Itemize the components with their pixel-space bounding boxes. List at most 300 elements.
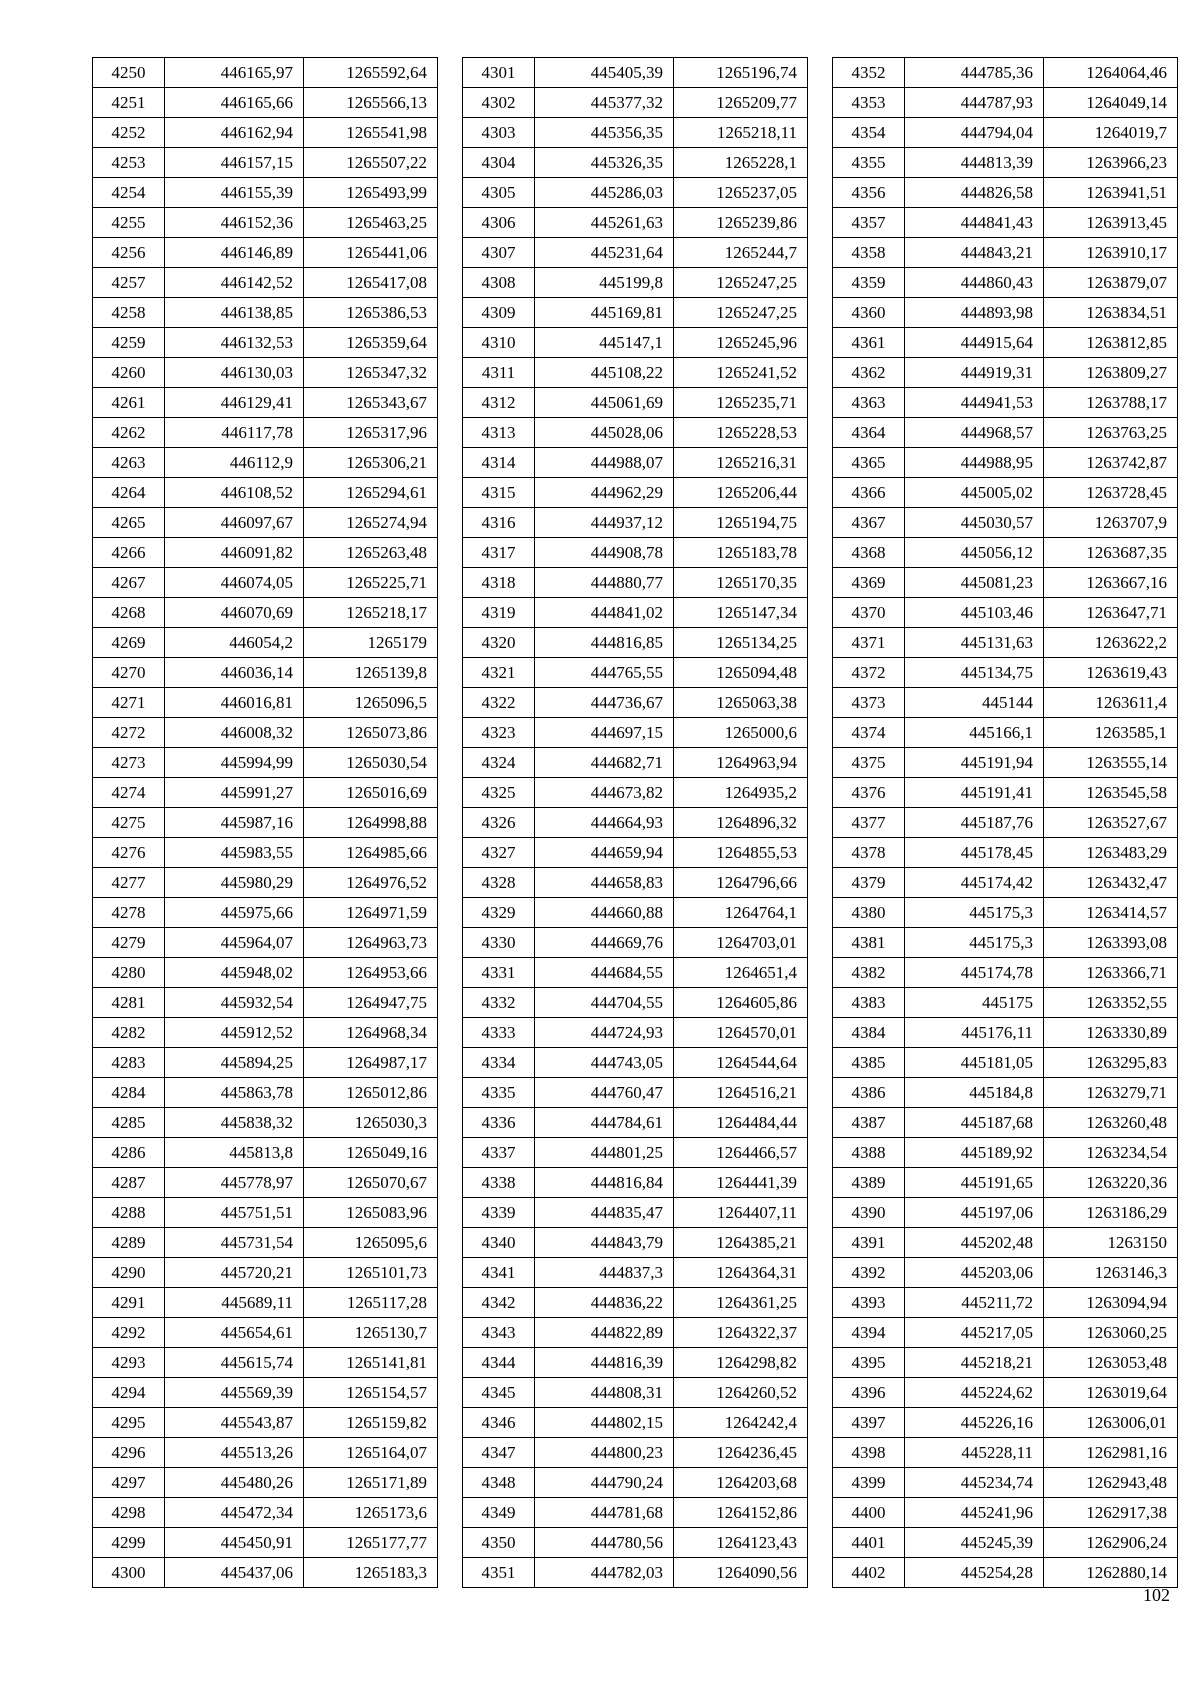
table-row [463, 418, 808, 448]
point-number-cell: 4313 [463, 418, 535, 448]
y-coordinate-cell: 1265507,22 [304, 148, 438, 178]
x-coordinate-cell: 445191,41 [905, 778, 1044, 808]
y-coordinate-cell: 1265096,5 [304, 688, 438, 718]
table-row [463, 238, 808, 268]
y-coordinate-cell: 1265206,44 [674, 478, 808, 508]
x-coordinate-cell: 444660,88 [535, 898, 674, 928]
point-number-cell: 4385 [833, 1048, 905, 1078]
y-coordinate-cell: 1265183,3 [304, 1558, 438, 1588]
x-coordinate-cell: 445863,78 [165, 1078, 304, 1108]
y-coordinate-cell: 1265094,48 [674, 658, 808, 688]
point-number-cell: 4318 [463, 568, 535, 598]
y-coordinate-cell: 1265194,75 [674, 508, 808, 538]
y-coordinate-cell: 1265134,25 [674, 628, 808, 658]
x-coordinate-cell: 445437,06 [165, 1558, 304, 1588]
point-number-cell: 4374 [833, 718, 905, 748]
point-number-cell: 4369 [833, 568, 905, 598]
point-number-cell: 4312 [463, 388, 535, 418]
x-coordinate-cell: 444988,95 [905, 448, 1044, 478]
x-coordinate-cell: 446112,9 [165, 448, 304, 478]
page-number: 102 [1143, 1585, 1170, 1605]
table-row [93, 298, 438, 328]
y-coordinate-cell: 1264298,82 [674, 1348, 808, 1378]
y-coordinate-cell: 1265049,16 [304, 1138, 438, 1168]
point-number-cell: 4347 [463, 1438, 535, 1468]
point-number-cell: 4256 [93, 238, 165, 268]
point-number-cell: 4310 [463, 328, 535, 358]
x-coordinate-cell: 445108,22 [535, 358, 674, 388]
y-coordinate-cell: 1264544,64 [674, 1048, 808, 1078]
y-coordinate-cell: 1263295,83 [1044, 1048, 1178, 1078]
x-coordinate-cell: 446152,36 [165, 208, 304, 238]
point-number-cell: 4389 [833, 1168, 905, 1198]
table-row [833, 1108, 1178, 1138]
x-coordinate-cell: 446117,78 [165, 418, 304, 448]
point-number-cell: 4335 [463, 1078, 535, 1108]
table-row [463, 898, 808, 928]
y-coordinate-cell: 1264203,68 [674, 1468, 808, 1498]
table-row [833, 508, 1178, 538]
x-coordinate-cell: 445224,62 [905, 1378, 1044, 1408]
point-number-cell: 4351 [463, 1558, 535, 1588]
point-number-cell: 4380 [833, 898, 905, 928]
x-coordinate-cell: 444673,82 [535, 778, 674, 808]
point-number-cell: 4261 [93, 388, 165, 418]
point-number-cell: 4375 [833, 748, 905, 778]
y-coordinate-cell: 1265247,25 [674, 298, 808, 328]
point-number-cell: 4376 [833, 778, 905, 808]
x-coordinate-cell: 445197,06 [905, 1198, 1044, 1228]
y-coordinate-cell: 1265179 [304, 628, 438, 658]
table-row [833, 448, 1178, 478]
point-number-cell: 4339 [463, 1198, 535, 1228]
y-coordinate-cell: 1264976,52 [304, 868, 438, 898]
x-coordinate-cell: 446016,81 [165, 688, 304, 718]
x-coordinate-cell: 444919,31 [905, 358, 1044, 388]
x-coordinate-cell: 445061,69 [535, 388, 674, 418]
y-coordinate-cell: 1263687,35 [1044, 538, 1178, 568]
y-coordinate-cell: 1264651,4 [674, 958, 808, 988]
x-coordinate-cell: 445894,25 [165, 1048, 304, 1078]
x-coordinate-cell: 445175,3 [905, 928, 1044, 958]
table-row [833, 778, 1178, 808]
table-row [93, 208, 438, 238]
table-row [93, 1558, 438, 1588]
x-coordinate-cell: 444684,55 [535, 958, 674, 988]
x-coordinate-cell: 445176,11 [905, 1018, 1044, 1048]
y-coordinate-cell: 1263279,71 [1044, 1078, 1178, 1108]
table-row [93, 748, 438, 778]
x-coordinate-cell: 445731,54 [165, 1228, 304, 1258]
x-coordinate-cell: 446070,69 [165, 598, 304, 628]
x-coordinate-cell: 444765,55 [535, 658, 674, 688]
table-row [833, 1348, 1178, 1378]
table-row [833, 238, 1178, 268]
x-coordinate-cell: 445147,1 [535, 328, 674, 358]
y-coordinate-cell: 1265228,53 [674, 418, 808, 448]
x-coordinate-cell: 445472,34 [165, 1498, 304, 1528]
point-number-cell: 4299 [93, 1528, 165, 1558]
table-row [93, 1438, 438, 1468]
y-coordinate-cell: 1265101,73 [304, 1258, 438, 1288]
x-coordinate-cell: 445261,63 [535, 208, 674, 238]
table-row [93, 58, 438, 88]
table-row [93, 688, 438, 718]
x-coordinate-cell: 446138,85 [165, 298, 304, 328]
x-coordinate-cell: 445217,05 [905, 1318, 1044, 1348]
y-coordinate-cell: 1265441,06 [304, 238, 438, 268]
table-row [93, 268, 438, 298]
x-coordinate-cell: 445081,23 [905, 568, 1044, 598]
point-number-cell: 4364 [833, 418, 905, 448]
y-coordinate-cell: 1265117,28 [304, 1288, 438, 1318]
x-coordinate-cell: 445615,74 [165, 1348, 304, 1378]
y-coordinate-cell: 1265177,77 [304, 1528, 438, 1558]
point-number-cell: 4333 [463, 1018, 535, 1048]
y-coordinate-cell: 1265317,96 [304, 418, 438, 448]
x-coordinate-cell: 444697,15 [535, 718, 674, 748]
point-number-cell: 4372 [833, 658, 905, 688]
y-coordinate-cell: 1265235,71 [674, 388, 808, 418]
table-row [463, 1108, 808, 1138]
x-coordinate-cell: 445975,66 [165, 898, 304, 928]
point-number-cell: 4291 [93, 1288, 165, 1318]
table-row [833, 928, 1178, 958]
x-coordinate-cell: 446091,82 [165, 538, 304, 568]
x-coordinate-cell: 445450,91 [165, 1528, 304, 1558]
point-number-cell: 4384 [833, 1018, 905, 1048]
table-row [833, 568, 1178, 598]
x-coordinate-cell: 445405,39 [535, 58, 674, 88]
y-coordinate-cell: 1263545,58 [1044, 778, 1178, 808]
x-coordinate-cell: 446132,53 [165, 328, 304, 358]
x-coordinate-cell: 446155,39 [165, 178, 304, 208]
x-coordinate-cell: 445134,75 [905, 658, 1044, 688]
y-coordinate-cell: 1265012,86 [304, 1078, 438, 1108]
x-coordinate-cell: 446108,52 [165, 478, 304, 508]
y-coordinate-cell: 1263788,17 [1044, 388, 1178, 418]
point-number-cell: 4325 [463, 778, 535, 808]
point-number-cell: 4356 [833, 178, 905, 208]
y-coordinate-cell: 1265196,74 [674, 58, 808, 88]
y-coordinate-cell: 1263611,4 [1044, 688, 1178, 718]
point-number-cell: 4257 [93, 268, 165, 298]
point-number-cell: 4315 [463, 478, 535, 508]
y-coordinate-cell: 1264570,01 [674, 1018, 808, 1048]
y-coordinate-cell: 1264968,34 [304, 1018, 438, 1048]
table-row [463, 1528, 808, 1558]
x-coordinate-cell: 444841,02 [535, 598, 674, 628]
y-coordinate-cell: 1265239,86 [674, 208, 808, 238]
point-number-cell: 4378 [833, 838, 905, 868]
table-row [833, 898, 1178, 928]
point-number-cell: 4349 [463, 1498, 535, 1528]
y-coordinate-cell: 1263879,07 [1044, 268, 1178, 298]
point-number-cell: 4381 [833, 928, 905, 958]
x-coordinate-cell: 445948,02 [165, 958, 304, 988]
x-coordinate-cell: 445231,64 [535, 238, 674, 268]
x-coordinate-cell: 444826,58 [905, 178, 1044, 208]
table-row [833, 1288, 1178, 1318]
point-number-cell: 4275 [93, 808, 165, 838]
y-coordinate-cell: 1263763,25 [1044, 418, 1178, 448]
x-coordinate-cell: 444659,94 [535, 838, 674, 868]
y-coordinate-cell: 1265173,6 [304, 1498, 438, 1528]
table-row [463, 58, 808, 88]
x-coordinate-cell: 445203,06 [905, 1258, 1044, 1288]
x-coordinate-cell: 444962,29 [535, 478, 674, 508]
y-coordinate-cell: 1263150 [1044, 1228, 1178, 1258]
y-coordinate-cell: 1263330,89 [1044, 1018, 1178, 1048]
x-coordinate-cell: 446074,05 [165, 568, 304, 598]
x-coordinate-cell: 444860,43 [905, 268, 1044, 298]
x-coordinate-cell: 444915,64 [905, 328, 1044, 358]
y-coordinate-cell: 1265237,05 [674, 178, 808, 208]
y-coordinate-cell: 1265386,53 [304, 298, 438, 328]
y-coordinate-cell: 1265000,6 [674, 718, 808, 748]
x-coordinate-cell: 444801,25 [535, 1138, 674, 1168]
y-coordinate-cell: 1263060,25 [1044, 1318, 1178, 1348]
x-coordinate-cell: 444941,53 [905, 388, 1044, 418]
y-coordinate-cell: 1264963,94 [674, 748, 808, 778]
x-coordinate-cell: 444794,04 [905, 118, 1044, 148]
x-coordinate-cell: 446097,67 [165, 508, 304, 538]
point-number-cell: 4263 [93, 448, 165, 478]
table-row [833, 118, 1178, 148]
point-number-cell: 4319 [463, 598, 535, 628]
y-coordinate-cell: 1265274,94 [304, 508, 438, 538]
y-coordinate-cell: 1262917,38 [1044, 1498, 1178, 1528]
point-number-cell: 4293 [93, 1348, 165, 1378]
point-number-cell: 4300 [93, 1558, 165, 1588]
table-row [93, 148, 438, 178]
table-row [833, 328, 1178, 358]
table-row [93, 598, 438, 628]
point-number-cell: 4324 [463, 748, 535, 778]
x-coordinate-cell: 444937,12 [535, 508, 674, 538]
table-row [463, 328, 808, 358]
y-coordinate-cell: 1264947,75 [304, 988, 438, 1018]
table-row [463, 268, 808, 298]
table-row [463, 1198, 808, 1228]
point-number-cell: 4338 [463, 1168, 535, 1198]
x-coordinate-cell: 445932,54 [165, 988, 304, 1018]
y-coordinate-cell: 1265063,38 [674, 688, 808, 718]
table-row [463, 88, 808, 118]
table-row [833, 1048, 1178, 1078]
y-coordinate-cell: 1263146,3 [1044, 1258, 1178, 1288]
point-number-cell: 4332 [463, 988, 535, 1018]
x-coordinate-cell: 445751,51 [165, 1198, 304, 1228]
y-coordinate-cell: 1265130,7 [304, 1318, 438, 1348]
x-coordinate-cell: 445187,76 [905, 808, 1044, 838]
y-coordinate-cell: 1264385,21 [674, 1228, 808, 1258]
point-number-cell: 4401 [833, 1528, 905, 1558]
table-row [93, 1048, 438, 1078]
table-row [93, 448, 438, 478]
table-row [463, 1558, 808, 1588]
point-number-cell: 4260 [93, 358, 165, 388]
x-coordinate-cell: 445226,16 [905, 1408, 1044, 1438]
y-coordinate-cell: 1265263,48 [304, 538, 438, 568]
x-coordinate-cell: 444800,23 [535, 1438, 674, 1468]
table-row [463, 538, 808, 568]
x-coordinate-cell: 445166,1 [905, 718, 1044, 748]
table-row [463, 448, 808, 478]
table-row [833, 1438, 1178, 1468]
table-row [833, 1558, 1178, 1588]
x-coordinate-cell: 445211,72 [905, 1288, 1044, 1318]
table-row [463, 118, 808, 148]
table-row [463, 928, 808, 958]
table-row [833, 1198, 1178, 1228]
x-coordinate-cell: 444893,98 [905, 298, 1044, 328]
table-row [93, 1108, 438, 1138]
x-coordinate-cell: 445480,26 [165, 1468, 304, 1498]
table-row [463, 1438, 808, 1468]
point-number-cell: 4301 [463, 58, 535, 88]
x-coordinate-cell: 446146,89 [165, 238, 304, 268]
table-row [833, 1408, 1178, 1438]
y-coordinate-cell: 1264953,66 [304, 958, 438, 988]
y-coordinate-cell: 1263186,29 [1044, 1198, 1178, 1228]
y-coordinate-cell: 1262880,14 [1044, 1558, 1178, 1588]
table-row [463, 1138, 808, 1168]
y-coordinate-cell: 1265218,17 [304, 598, 438, 628]
table-row [463, 598, 808, 628]
table-row [93, 1348, 438, 1378]
point-number-cell: 4396 [833, 1378, 905, 1408]
x-coordinate-cell: 445030,57 [905, 508, 1044, 538]
point-number-cell: 4253 [93, 148, 165, 178]
point-number-cell: 4295 [93, 1408, 165, 1438]
x-coordinate-cell: 445131,63 [905, 628, 1044, 658]
y-coordinate-cell: 1263527,67 [1044, 808, 1178, 838]
point-number-cell: 4255 [93, 208, 165, 238]
point-number-cell: 4287 [93, 1168, 165, 1198]
table-row [463, 508, 808, 538]
y-coordinate-cell: 1263234,54 [1044, 1138, 1178, 1168]
x-coordinate-cell: 444908,78 [535, 538, 674, 568]
table-row [463, 748, 808, 778]
y-coordinate-cell: 1264971,59 [304, 898, 438, 928]
point-number-cell: 4400 [833, 1498, 905, 1528]
y-coordinate-cell: 1265245,96 [674, 328, 808, 358]
table-row [93, 1408, 438, 1438]
x-coordinate-cell: 445689,11 [165, 1288, 304, 1318]
y-coordinate-cell: 1264260,52 [674, 1378, 808, 1408]
table-row [463, 1408, 808, 1438]
x-coordinate-cell: 445991,27 [165, 778, 304, 808]
point-number-cell: 4296 [93, 1438, 165, 1468]
table-row [833, 208, 1178, 238]
y-coordinate-cell: 1264764,1 [674, 898, 808, 928]
table-row [93, 898, 438, 928]
table-row [463, 628, 808, 658]
x-coordinate-cell: 445234,74 [905, 1468, 1044, 1498]
point-number-cell: 4289 [93, 1228, 165, 1258]
table-row [833, 1168, 1178, 1198]
table-row [93, 328, 438, 358]
point-number-cell: 4316 [463, 508, 535, 538]
table-row [93, 88, 438, 118]
table-row [833, 178, 1178, 208]
point-number-cell: 4273 [93, 748, 165, 778]
x-coordinate-cell: 445184,8 [905, 1078, 1044, 1108]
table-row [463, 1378, 808, 1408]
point-number-cell: 4371 [833, 628, 905, 658]
y-coordinate-cell: 1265147,34 [674, 598, 808, 628]
point-number-cell: 4304 [463, 148, 535, 178]
point-number-cell: 4254 [93, 178, 165, 208]
y-coordinate-cell: 1263352,55 [1044, 988, 1178, 1018]
table-row [833, 478, 1178, 508]
y-coordinate-cell: 1263555,14 [1044, 748, 1178, 778]
table-row [93, 718, 438, 748]
table-row [833, 268, 1178, 298]
point-number-cell: 4278 [93, 898, 165, 928]
y-coordinate-cell: 1265216,31 [674, 448, 808, 478]
point-number-cell: 4321 [463, 658, 535, 688]
y-coordinate-cell: 1265016,69 [304, 778, 438, 808]
x-coordinate-cell: 445178,45 [905, 838, 1044, 868]
x-coordinate-cell: 445189,92 [905, 1138, 1044, 1168]
point-number-cell: 4320 [463, 628, 535, 658]
table-row [93, 178, 438, 208]
table-row [93, 838, 438, 868]
table-row [463, 1048, 808, 1078]
point-number-cell: 4373 [833, 688, 905, 718]
table-row [833, 418, 1178, 448]
point-number-cell: 4391 [833, 1228, 905, 1258]
table-row [833, 388, 1178, 418]
x-coordinate-cell: 444836,22 [535, 1288, 674, 1318]
point-number-cell: 4309 [463, 298, 535, 328]
point-number-cell: 4288 [93, 1198, 165, 1228]
y-coordinate-cell: 1263366,71 [1044, 958, 1178, 988]
table-row [93, 1078, 438, 1108]
y-coordinate-cell: 1263053,48 [1044, 1348, 1178, 1378]
point-number-cell: 4354 [833, 118, 905, 148]
x-coordinate-cell: 445199,8 [535, 268, 674, 298]
x-coordinate-cell: 444760,47 [535, 1078, 674, 1108]
y-coordinate-cell: 1265241,52 [674, 358, 808, 388]
point-number-cell: 4330 [463, 928, 535, 958]
x-coordinate-cell: 446162,94 [165, 118, 304, 148]
y-coordinate-cell: 1262943,48 [1044, 1468, 1178, 1498]
x-coordinate-cell: 445254,28 [905, 1558, 1044, 1588]
point-number-cell: 4345 [463, 1378, 535, 1408]
table-row [463, 838, 808, 868]
x-coordinate-cell: 444790,24 [535, 1468, 674, 1498]
point-number-cell: 4270 [93, 658, 165, 688]
x-coordinate-cell: 444787,93 [905, 88, 1044, 118]
point-number-cell: 4382 [833, 958, 905, 988]
table-row [833, 748, 1178, 778]
y-coordinate-cell: 1264407,11 [674, 1198, 808, 1228]
y-coordinate-cell: 1265070,67 [304, 1168, 438, 1198]
x-coordinate-cell: 445654,61 [165, 1318, 304, 1348]
point-number-cell: 4395 [833, 1348, 905, 1378]
table-row [93, 958, 438, 988]
y-coordinate-cell: 1265030,54 [304, 748, 438, 778]
x-coordinate-cell: 446054,2 [165, 628, 304, 658]
y-coordinate-cell: 1263483,29 [1044, 838, 1178, 868]
point-number-cell: 4341 [463, 1258, 535, 1288]
x-coordinate-cell: 445144 [905, 688, 1044, 718]
point-number-cell: 4266 [93, 538, 165, 568]
point-number-cell: 4267 [93, 568, 165, 598]
